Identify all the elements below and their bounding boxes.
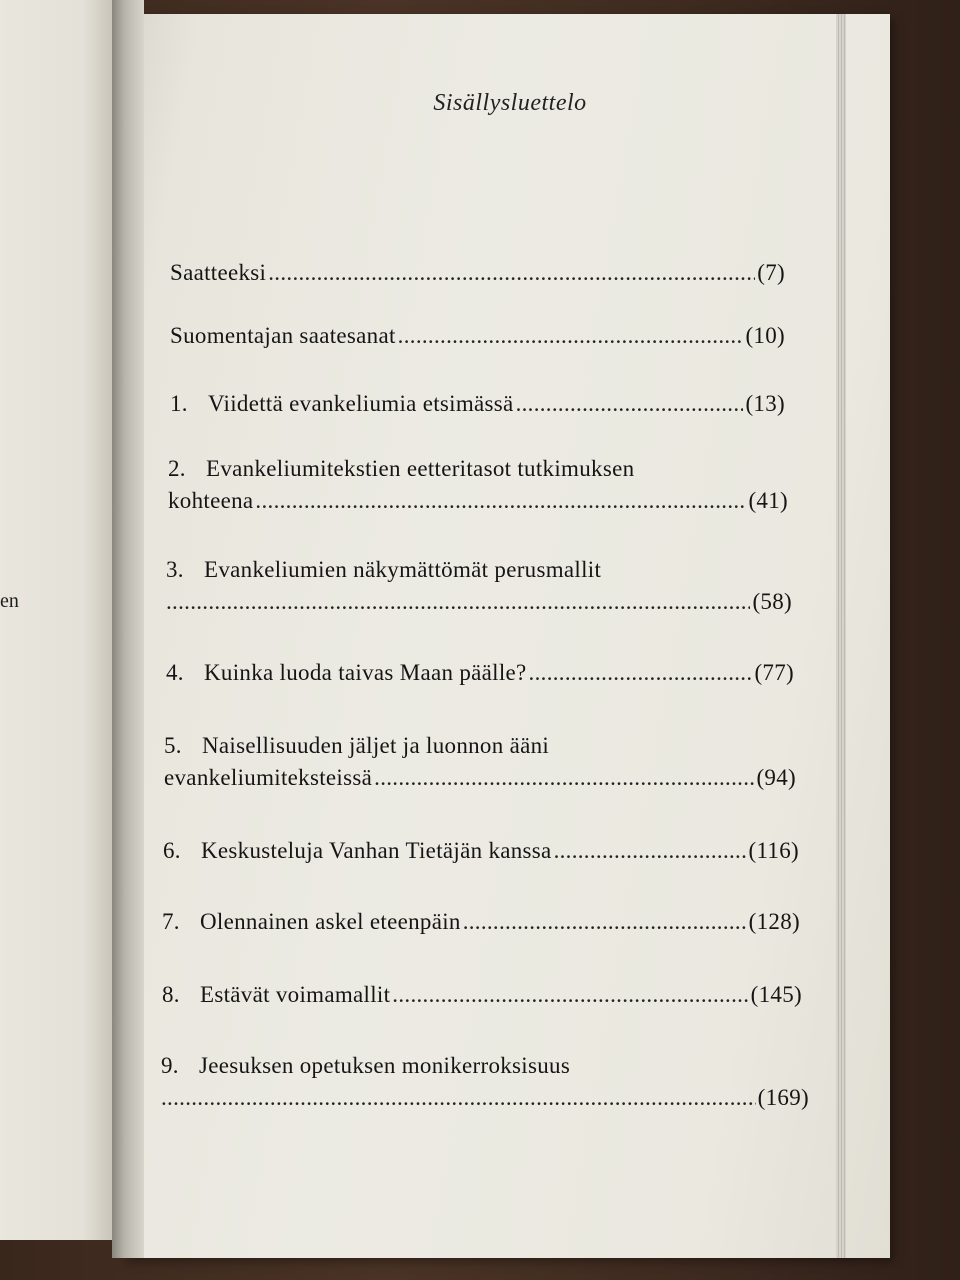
toc-entry-title: Saatteeksi <box>170 260 267 285</box>
toc-entry <box>170 323 785 349</box>
leader-dots <box>398 323 744 349</box>
toc-entry-page: (77) <box>754 660 794 685</box>
leader-dots <box>554 838 747 864</box>
toc-entry <box>162 982 802 1008</box>
toc-entry-title: Keskusteluja Vanhan Tietäjän kanssa <box>201 838 552 863</box>
toc-entry <box>166 557 792 615</box>
leader-dots <box>529 660 753 686</box>
toc-entry-number: 1. <box>170 391 188 416</box>
toc-entry-page: (116) <box>748 838 799 863</box>
toc-entry-title: Estävät voimamallit <box>200 982 391 1007</box>
toc-entry <box>170 391 785 417</box>
toc-entry-page: (145) <box>750 982 802 1007</box>
leader-dots <box>463 909 747 935</box>
toc-entry <box>161 1053 809 1111</box>
toc-entry-title: Kuinka luoda taivas Maan päälle? <box>204 660 527 685</box>
toc-entry-number: 4. <box>166 660 184 685</box>
leader-dots <box>255 488 746 514</box>
toc-entry-page: (10) <box>745 323 785 348</box>
toc-entry-page: (13) <box>745 391 785 416</box>
toc-entry-page: (41) <box>748 488 788 513</box>
toc-entry-title: Naisellisuuden jäljet ja luonnon ääni <box>202 733 550 758</box>
leader-dots <box>374 765 754 791</box>
toc-heading: Sisällysluettelo <box>433 90 587 116</box>
toc-entry-number: 3. <box>166 557 184 582</box>
toc-entry-number: 9. <box>161 1053 179 1078</box>
leader-dots <box>516 391 744 417</box>
toc-entry-title: Suomentajan saatesanat <box>170 323 396 348</box>
toc-entry-page: (7) <box>757 260 785 285</box>
toc-entry-number: 2. <box>168 456 186 481</box>
toc-entry <box>170 260 785 286</box>
toc-entry-title: Viidettä evankeliumia etsimässä <box>208 391 514 416</box>
toc-entry <box>162 909 800 935</box>
leader-dots <box>392 982 748 1008</box>
toc-entry <box>166 660 794 686</box>
toc-entry-title: Evankeliumitekstien eetteritasot tutkimuksen <box>206 456 635 481</box>
toc-entry-page: (94) <box>756 765 796 790</box>
toc-entry-page: (128) <box>748 909 800 934</box>
toc-entry-page: (58) <box>752 589 792 614</box>
toc-entry-title: Jeesuksen opetuksen monikerroksisuus <box>199 1053 571 1078</box>
left-page-text-fragment: en <box>0 590 19 612</box>
toc-entry <box>164 733 796 791</box>
toc-entry-title-continued: kohteena <box>168 488 254 513</box>
toc-entry-title-continued: evankeliumiteksteissä <box>164 765 373 790</box>
toc-entry <box>168 456 788 514</box>
toc-entry-title: Olennainen askel eteenpäin <box>200 909 461 934</box>
toc-entry-number: 7. <box>162 909 180 934</box>
leader-dots <box>161 1085 756 1111</box>
leader-dots <box>268 260 755 286</box>
toc-entry-number: 8. <box>162 982 180 1007</box>
leader-dots <box>166 589 750 615</box>
toc-entry-number: 6. <box>163 838 181 863</box>
toc-entry-title: Evankeliumien näkymättömät perusmallit <box>204 557 602 582</box>
toc-entry-number: 5. <box>164 733 182 758</box>
toc-entry <box>163 838 799 864</box>
toc-entry-page: (169) <box>757 1085 809 1110</box>
